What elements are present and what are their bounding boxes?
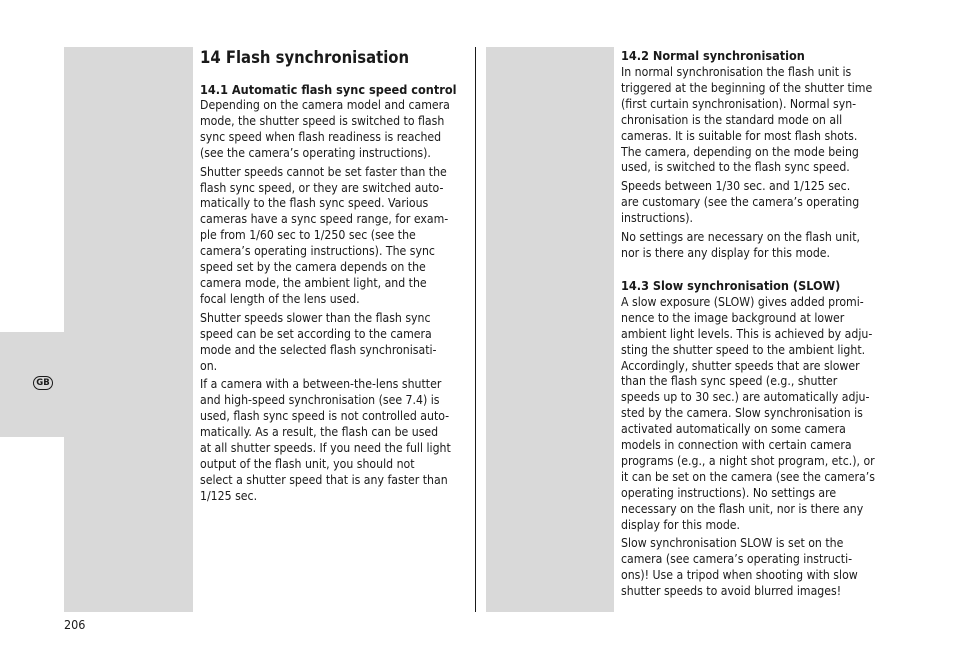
page-number: 206: [64, 617, 86, 632]
language-tab: [0, 332, 64, 437]
paragraph: No settings are necessary on the flash unit, nor is there any display for this mode.: [621, 230, 860, 260]
right-column: [621, 47, 891, 603]
section-heading-14-3: 14.3 Slow synchronisation (SLOW): [621, 277, 841, 293]
paragraph: Shutter speeds cannot be set faster than the flash sync speed, or they are switched auto- matically to the flash sync speed. Various cameras have a sync speed range, for exam- ple from 1/60 sec to 1/250 sec (see the camera’s operating instructions). The sync speed set by the camera depends on the camera mode, the ambient light, and the focal length of the lens used.: [200, 164, 449, 306]
paragraph: A slow exposure (SLOW) gives added promi- nence to the image background at lower ambient light levels. This is achieved by adju- sting the shutter speed to the ambient light. Accordingly, shutter speeds that are slower than the flash sync speed (e.g., shutter speeds up to 30 sec.) are automatically adju- sted by the camera. Slow synchronisation is activated automatically on some camera models in connection with certain camera programs (e.g., a night shot program, etc.), or it can be set on the camera (see the camera’s operating instructions). No settings are necessary on the flash unit, nor is there any display for this mode.: [621, 294, 875, 532]
column-divider: [475, 47, 476, 612]
section-heading-14-1: 14.1 Automatic flash sync speed control: [200, 82, 457, 97]
right-margin-band: [486, 47, 614, 612]
paragraph: In normal synchronisation the flash unit is triggered at the beginning of the shutter time (first curtain synchronisation). Normal syn- chronisation is the standard mode on all cameras. It is suitable for most flash shots. The camera, depending on the mode being used, is switched to the flash sync speed.: [621, 65, 873, 175]
paragraph: Depending on the camera model and camera mode, the shutter speed is switched to flash sync speed when flash readiness is reached (see the camera’s operating instructions).: [200, 98, 450, 160]
language-badge: GB: [33, 376, 53, 390]
left-margin-band: [64, 47, 193, 612]
left-column: [200, 47, 468, 508]
paragraph: Slow synchronisation SLOW is set on the camera (see camera’s operating instructi- ons)! Use a tripod when shooting with slow shutter speeds to avoid blurred images!: [621, 536, 858, 599]
paragraph: Shutter speeds slower than the flash sync speed can be set according to the camera mode and the selected flash synchronisati- on.: [200, 310, 437, 373]
section-heading-14-2: 14.2 Normal synchronisation: [621, 48, 805, 63]
chapter-heading: 14 Flash synchronisation: [200, 48, 410, 67]
paragraph: If a camera with a between-the-lens shutter and high-speed synchronisation (see 7.4) is used, flash sync speed is not controlled auto- matically. As a result, the flash can be used at all shutter speeds. If you need the full light output of the flash unit, you should not select a shutter speed that is any faster than 1/125 sec.: [200, 377, 451, 503]
paragraph: Speeds between 1/30 sec. and 1/125 sec. are customary (see the camera’s operating instructions).: [621, 179, 860, 226]
